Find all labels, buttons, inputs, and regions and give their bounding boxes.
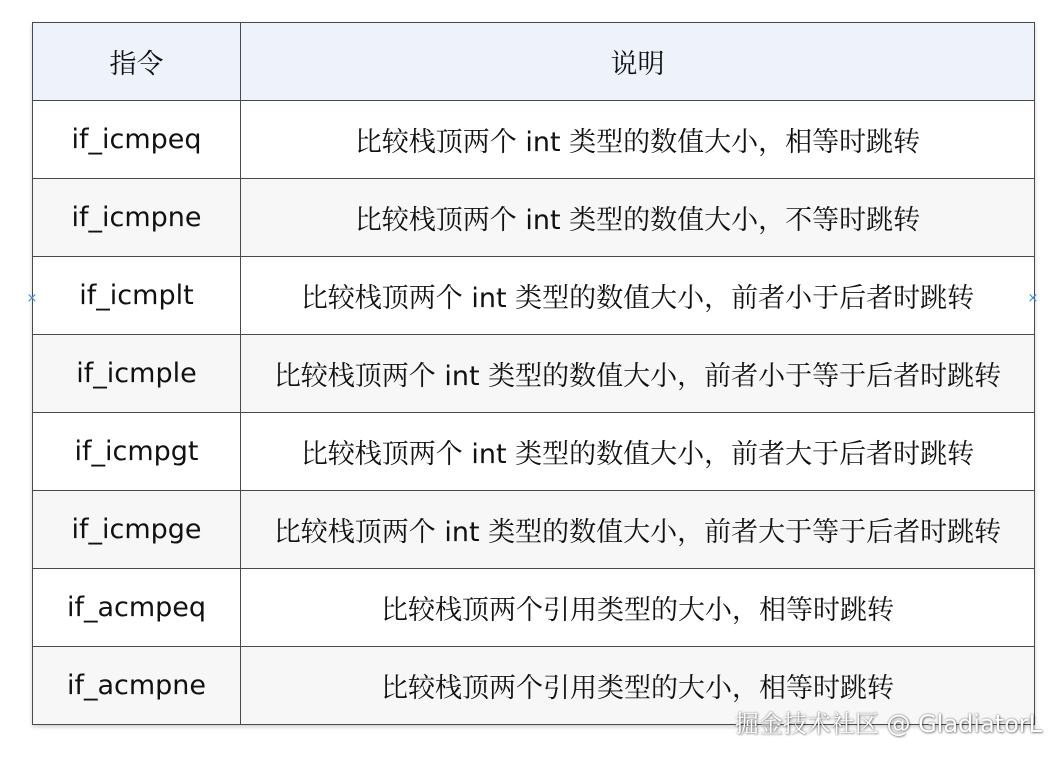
description-cell: 比较栈顶两个 int 类型的数值大小，前者大于后者时跳转: [241, 413, 1035, 491]
instruction-cell: if_icmple: [33, 335, 241, 413]
instruction-cell: if_icmpge: [33, 491, 241, 569]
table-row: [33, 179, 1035, 257]
watermark: 掘金技术社区 @ GladiatorL: [734, 710, 1042, 738]
resize-handle-icon[interactable]: ×: [1027, 291, 1039, 306]
description-cell: 比较栈顶两个 int 类型的数值大小，不等时跳转: [241, 179, 1035, 257]
description-cell: 比较栈顶两个引用类型的大小，相等时跳转: [241, 647, 1035, 725]
table-row: [33, 257, 1035, 335]
instruction-cell: if_acmpeq: [33, 569, 241, 647]
instruction-cell: if_icmpeq: [33, 101, 241, 179]
description-cell: 比较栈顶两个 int 类型的数值大小，前者小于后者时跳转: [241, 257, 1035, 335]
column-header-description: 说明: [241, 23, 1035, 101]
description-cell: 比较栈顶两个 int 类型的数值大小，相等时跳转: [241, 101, 1035, 179]
instruction-cell: if_icmpgt: [33, 413, 241, 491]
instruction-cell: if_icmpne: [33, 179, 241, 257]
description-cell: 比较栈顶两个 int 类型的数值大小，前者小于等于后者时跳转: [241, 335, 1035, 413]
description-cell: 比较栈顶两个 int 类型的数值大小，前者大于等于后者时跳转: [241, 491, 1035, 569]
instruction-cell: if_acmpne: [33, 647, 241, 725]
instruction-cell: if_icmplt: [33, 257, 241, 335]
table-header-row: [33, 23, 1035, 101]
table-row: [33, 491, 1035, 569]
description-cell: 比较栈顶两个引用类型的大小，相等时跳转: [241, 569, 1035, 647]
table-row: [33, 335, 1035, 413]
resize-handle-icon[interactable]: ×: [26, 291, 38, 306]
table-row: [33, 569, 1035, 647]
column-header-instruction: 指令: [33, 23, 241, 101]
table-row: [33, 101, 1035, 179]
instruction-table: [32, 22, 1035, 725]
table-row: [33, 413, 1035, 491]
